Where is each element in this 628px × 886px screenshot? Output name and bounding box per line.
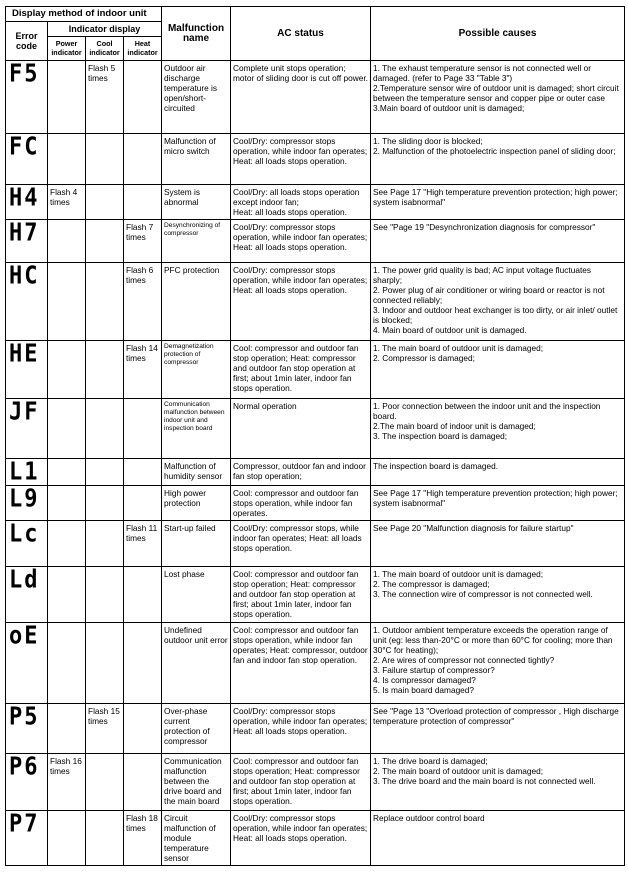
heat-indicator-cell-text: Flash 14 times: [126, 343, 158, 363]
heat-indicator-cell: [124, 567, 162, 623]
cool-indicator-cell: [86, 486, 124, 521]
ac-status-cell: [231, 521, 371, 567]
possible-causes-cell: [371, 399, 625, 459]
cool-indicator-cell: [86, 341, 124, 399]
cool-indicator-cell-text: Flash 15 times: [88, 706, 120, 726]
malfunction-name-cell: [162, 61, 231, 134]
malfunction-name-cell: [162, 341, 231, 399]
heat-indicator-cell: [124, 754, 162, 811]
ac-status-cell-text: Cool/Dry: compressor stops operation, while indoor fan operates; Heat: all loads stops operation.: [233, 813, 368, 843]
malfunction-name-cell: [162, 623, 231, 704]
possible-causes-header: Possible causes: [371, 7, 625, 61]
possible-causes-cell-text: 1. The main board of outdoor unit is damaged; 2. The compressor is damaged; 3. The connection wire of compressor is not connected well.: [373, 569, 593, 599]
table-row: [6, 341, 625, 399]
heat-indicator-cell: [124, 134, 162, 185]
heat-indicator-cell: [124, 459, 162, 486]
power-indicator-cell: [48, 521, 86, 567]
malfunction-name-cell-text: Start-up failed: [164, 523, 216, 533]
possible-causes-cell-text: 1. The power grid quality is bad; AC input voltage fluctuates sharply; 2. Power plug of air conditioner or wiring board or reactor is not connected reliably; 3. Indoor and outdoor heat exchanger is too dirty, or air inlet/ outlet is blocked; 4. Main board of outdoor unit is damaged.: [373, 265, 618, 335]
heat-indicator-cell: [124, 263, 162, 341]
possible-causes-cell: [371, 134, 625, 185]
cool-indicator-cell: [86, 811, 124, 866]
malfunction-name-cell-text: Outdoor air discharge temperature is open/short-circuited: [164, 63, 218, 113]
possible-causes-cell: [371, 220, 625, 263]
heat-indicator-cell: [124, 61, 162, 134]
possible-causes-cell: [371, 486, 625, 521]
table-row: [6, 811, 625, 866]
ac-status-cell-text: Cool: compressor and outdoor fan stops operation; Heat: compressor and outdoor fan stop operation at first; about 1min later, indoor fan stops operation.: [233, 756, 360, 806]
possible-causes-cell-text: See Page 20 "Malfunction diagnosis for failure startup": [373, 523, 574, 533]
ac-status-cell-text: Cool: compressor and outdoor fan stops operation, while indoor fan operates; Heat: compressor, outdoor fan and indoor fan stop operation.: [233, 625, 368, 665]
malfunction-name-cell: [162, 521, 231, 567]
error-code-cell: [6, 567, 48, 623]
ac-status-cell: [231, 341, 371, 399]
heat-indicator-cell-text: Flash 7 times: [126, 222, 154, 242]
cool-indicator-cell: [86, 61, 124, 134]
error-code-cell: [6, 61, 48, 134]
power-indicator-cell: [48, 341, 86, 399]
ac-status-cell: [231, 61, 371, 134]
power-indicator-cell: [48, 486, 86, 521]
error-code-cell: [6, 185, 48, 220]
possible-causes-cell: [371, 521, 625, 567]
error-code-cell: [6, 459, 48, 486]
heat-indicator-cell: [124, 185, 162, 220]
possible-causes-cell: [371, 567, 625, 623]
malfunction-name-cell: [162, 459, 231, 486]
malfunction-name-cell-text: Malfunction of humidity sensor: [164, 461, 223, 481]
error-code-cell-text: L1: [9, 458, 40, 486]
possible-causes-cell: [371, 459, 625, 486]
malfunction-name-cell: [162, 811, 231, 866]
ac-status-cell: [231, 399, 371, 459]
possible-causes-cell-text: 1. The sliding door is blocked; 2. Malfunction of the photoelectric inspection panel of sliding door;: [373, 136, 616, 156]
possible-causes-cell: [371, 61, 625, 134]
ac-status-cell: [231, 263, 371, 341]
cool-indicator-cell-text: Flash 5 times: [88, 63, 116, 83]
error-code-table: [5, 6, 625, 866]
ac-status-cell-text: Cool/Dry: compressor stops operation, while indoor fan operates; Heat: all loads stops operation.: [233, 265, 368, 295]
power-indicator-cell: [48, 399, 86, 459]
indicator-display-header: Indicator display: [48, 22, 162, 37]
power-indicator-cell: [48, 811, 86, 866]
table-row: [6, 623, 625, 704]
malfunction-name-cell: [162, 486, 231, 521]
heat-indicator-cell: [124, 341, 162, 399]
cool-indicator-cell: [86, 220, 124, 263]
cool-indicator-cell: [86, 521, 124, 567]
error-code-cell: [6, 811, 48, 866]
possible-causes-cell-text: See "Page 13 "Overload protection of compressor , High discharge temperature protection of compressor": [373, 706, 619, 726]
display-method-header: Display method of indoor unit: [6, 7, 162, 22]
possible-causes-cell: [371, 185, 625, 220]
ac-status-cell: [231, 623, 371, 704]
cool-indicator-cell: [86, 567, 124, 623]
error-code-header: Error code: [6, 22, 48, 61]
possible-causes-cell: [371, 704, 625, 754]
ac-status-cell: [231, 459, 371, 486]
ac-status-cell-text: Cool: compressor and outdoor fan stops operation, while indoor fan operates.: [233, 488, 359, 518]
power-indicator-cell: [48, 459, 86, 486]
table-row: [6, 134, 625, 185]
error-code-cell-text: JF: [9, 398, 40, 427]
malfunction-name-cell-text: Circuit malfunction of module temperature sensor: [164, 813, 216, 863]
possible-causes-cell-text: The inspection board is damaged.: [373, 461, 499, 471]
possible-causes-cell-text: 1. The drive board is damaged; 2. The main board of outdoor unit is damaged; 3. The drive board and the main board is not connected well.: [373, 756, 596, 786]
power-indicator-cell: [48, 704, 86, 754]
power-indicator-cell: [48, 263, 86, 341]
malfunction-name-cell-text: Communication malfunction between the drive board and the main board: [164, 756, 222, 806]
power-indicator-cell-text: Flash 16 times: [50, 756, 82, 776]
possible-causes-cell-text: 1. The main board of outdoor unit is damaged; 2. Compressor is damaged;: [373, 343, 544, 363]
possible-causes-cell-text: Replace outdoor control board: [373, 813, 485, 823]
heat-indicator-cell-text: Flash 11 times: [126, 523, 158, 543]
table-row: [6, 459, 625, 486]
power-indicator-cell: [48, 220, 86, 263]
error-code-cell-text: L9: [9, 485, 40, 514]
table-row: [6, 486, 625, 521]
ac-status-cell: [231, 486, 371, 521]
error-code-cell: [6, 704, 48, 754]
malfunction-name-cell: [162, 567, 231, 623]
ac-status-cell: [231, 220, 371, 263]
table-row: [6, 185, 625, 220]
heat-indicator-cell-text: Flash 18 times: [126, 813, 158, 833]
cool-indicator-cell: [86, 134, 124, 185]
malfunction-name-cell: [162, 754, 231, 811]
possible-causes-cell-text: See Page 17 "High temperature prevention protection; high power; system isabnormal": [373, 187, 618, 207]
power-indicator-cell-text: Flash 4 times: [50, 187, 78, 207]
ac-status-cell-text: Cool/Dry: compressor stops operation, while indoor fan operates; Heat: all loads stops operation.: [233, 706, 368, 736]
possible-causes-cell-text: 1. Outdoor ambient temperature exceeds the operation range of unit (eg: less than-20°C or more than 60°C for cooling; more than 30°C for heating); 2. Are wires of compressor not connected tightly? 3. Failure startup of compressor? 4. Is compressor damaged? 5. Is main board damaged?: [373, 625, 613, 695]
error-code-cell-text: H7: [9, 219, 40, 248]
error-code-cell: [6, 486, 48, 521]
heat-indicator-cell: [124, 486, 162, 521]
ac-status-cell: [231, 811, 371, 866]
possible-causes-cell-text: 1. Poor connection between the indoor unit and the inspection board. 2.The main board of indoor unit is damaged; 3. The inspection board is damaged;: [373, 401, 601, 441]
power-indicator-cell: [48, 61, 86, 134]
heat-indicator-cell: [124, 220, 162, 263]
error-code-cell-text: P6: [9, 753, 40, 782]
malfunction-name-cell-text: Undefined outdoor unit error: [164, 625, 228, 645]
power-indicator-cell: [48, 185, 86, 220]
ac-status-cell-text: Complete unit stops operation; motor of sliding door is cut off power.: [233, 63, 368, 83]
ac-status-cell-text: Cool: compressor and outdoor fan stop operation; Heat: compressor and outdoor fan stop operation at first; about 1min later, indoor fan stops operation.: [233, 343, 359, 393]
malfunction-name-cell-text: Demagnetization protection of compressor: [164, 343, 214, 366]
malfunction-name-cell: [162, 185, 231, 220]
table-row: [6, 263, 625, 341]
heat-indicator-header: Heat indicator: [124, 37, 162, 61]
ac-status-cell: [231, 754, 371, 811]
possible-causes-cell-text: See Page 17 "High temperature prevention protection; high power; system isabnormal": [373, 488, 618, 508]
malfunction-name-cell: [162, 263, 231, 341]
error-code-cell-text: HE: [9, 340, 40, 369]
malfunction-name-cell-text: Over-phase current protection of compressor: [164, 706, 210, 746]
table-row: [6, 220, 625, 263]
table-row: [6, 567, 625, 623]
error-code-cell: [6, 263, 48, 341]
heat-indicator-cell: [124, 623, 162, 704]
malfunction-name-cell: [162, 399, 231, 459]
power-indicator-cell: [48, 623, 86, 704]
possible-causes-cell: [371, 811, 625, 866]
table-row: [6, 61, 625, 134]
cool-indicator-header: Cool indicator: [86, 37, 124, 61]
malfunction-name-cell-text: System is abnormal: [164, 187, 200, 207]
power-indicator-header: Power indicator: [48, 37, 86, 61]
heat-indicator-cell: [124, 704, 162, 754]
heat-indicator-cell: [124, 521, 162, 567]
possible-causes-cell: [371, 263, 625, 341]
ac-status-cell-text: Normal operation: [233, 401, 297, 411]
possible-causes-cell-text: See "Page 19 "Desynchronization diagnosis for compressor": [373, 222, 596, 232]
ac-status-cell-text: Cool/Dry: compressor stops operation, while indoor fan operates; Heat: all loads stops operation.: [233, 136, 368, 166]
table-row: [6, 399, 625, 459]
power-indicator-cell: [48, 754, 86, 811]
error-code-cell: [6, 220, 48, 263]
error-code-cell-text: P7: [9, 810, 40, 839]
malfunction-name-cell: [162, 134, 231, 185]
ac-status-cell-text: Cool/Dry: compressor stops operation, while indoor fan operates; Heat: all loads stops operation.: [233, 222, 368, 252]
cool-indicator-cell: [86, 185, 124, 220]
malfunction-name-cell: [162, 704, 231, 754]
ac-status-header: AC status: [231, 7, 371, 61]
table-row: [6, 704, 625, 754]
cool-indicator-cell: [86, 399, 124, 459]
error-code-cell-text: P5: [9, 703, 40, 732]
heat-indicator-cell: [124, 399, 162, 459]
power-indicator-cell: [48, 134, 86, 185]
error-code-cell-text: H4: [9, 184, 40, 213]
malfunction-name-cell-text: Desynchronizing of compressor: [164, 222, 221, 237]
possible-causes-cell: [371, 623, 625, 704]
ac-status-cell: [231, 567, 371, 623]
ac-status-cell: [231, 134, 371, 185]
malfunction-name-cell-text: PFC protection: [164, 265, 220, 275]
cool-indicator-cell: [86, 459, 124, 486]
cool-indicator-cell: [86, 623, 124, 704]
power-indicator-cell: [48, 567, 86, 623]
ac-status-cell: [231, 704, 371, 754]
malfunction-name-cell-text: High power protection: [164, 488, 206, 508]
malfunction-name-cell-text: Communication malfunction between indoor unit and inspection board: [164, 401, 225, 432]
malfunction-name-cell-text: Malfunction of micro switch: [164, 136, 216, 156]
possible-causes-cell: [371, 754, 625, 811]
error-code-cell-text: Lc: [9, 520, 40, 549]
cool-indicator-cell: [86, 704, 124, 754]
possible-causes-cell: [371, 341, 625, 399]
ac-status-cell-text: Compressor, outdoor fan and indoor fan stop operation;: [233, 461, 366, 481]
cool-indicator-cell: [86, 263, 124, 341]
ac-status-cell-text: Cool/Dry: all loads stops operation except indoor fan; Heat: all loads stops operation.: [233, 187, 360, 217]
error-code-cell-text: oE: [9, 622, 40, 651]
possible-causes-cell-text: 1. The exhaust temperature sensor is not connected well or damaged. (refer to Page 33 "Table 3") 2.Temperature sensor wire of outdoor unit is damaged; short circuit between the temperature sensor and copper pipe or outer case 3.Main board of outdoor unit is damaged;: [373, 63, 619, 113]
error-code-cell: [6, 623, 48, 704]
heat-indicator-cell: [124, 811, 162, 866]
error-code-cell-text: FC: [9, 133, 40, 162]
cool-indicator-cell: [86, 754, 124, 811]
malfunction-name-header: Malfunction name: [162, 7, 231, 61]
error-code-cell: [6, 521, 48, 567]
error-code-cell-text: HC: [9, 262, 40, 291]
error-code-cell: [6, 341, 48, 399]
error-code-cell: [6, 754, 48, 811]
ac-status-cell-text: Cool/Dry: compressor stops, while indoor fan operates; Heat: all loads stops operation.: [233, 523, 362, 553]
error-code-cell-text: F5: [9, 60, 40, 89]
table-row: [6, 521, 625, 567]
error-code-cell: [6, 134, 48, 185]
table-row: [6, 754, 625, 811]
malfunction-name-cell-text: Lost phase: [164, 569, 205, 579]
ac-status-cell-text: Cool: compressor and outdoor fan stop operation; Heat: compressor and outdoor fan stop operation at first; about 1min later, indoor fan stops operation.: [233, 569, 359, 619]
ac-status-cell: [231, 185, 371, 220]
heat-indicator-cell-text: Flash 6 times: [126, 265, 154, 285]
error-code-cell-text: Ld: [9, 566, 40, 595]
error-code-cell: [6, 399, 48, 459]
malfunction-name-cell: [162, 220, 231, 263]
